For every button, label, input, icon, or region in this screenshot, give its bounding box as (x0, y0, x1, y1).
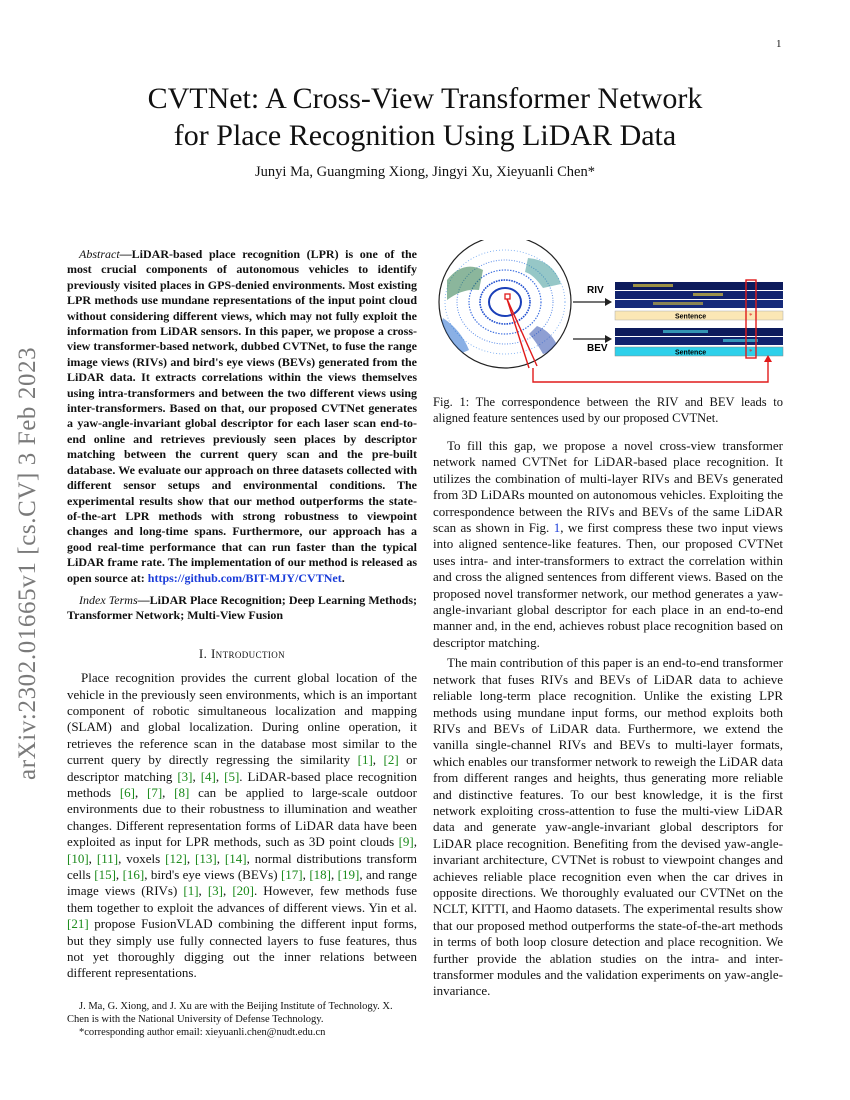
index-terms (67, 593, 417, 624)
affiliation-footnote: J. Ma, G. Xiong, and J. Xu are with the Beijing Institute of Technology. X. Chen is with the National University of Defense Technology. (67, 1001, 393, 1026)
index-terms-text: —LiDAR Place Recognition; Deep Learning Methods; Transformer Network; Multi-View Fusion (67, 592, 417, 623)
citation[interactable]: [7] (146, 785, 163, 800)
svg-text:*: * (749, 312, 753, 320)
body-paragraph: The main contribution of this paper is an end-to-end transformer network that fuses RIVs and BEVs of LiDAR data to achieve reliable long-term place recognition. Unlike the existing LPR methods using mundane input forms, our method exploits both RIVs and BEVs of LiDAR data. Furthermore, we extend the vanilla single-channel RIVs and BEVs to multi-layer formats, which enables our transformer network to reweigh the LiDAR data from different ranges and heights, thus generating more reliable and distinctive features. To our best knowledge, it is the first network exploiting cross-attention to fuse the multi-view LiDAR data and generate yaw-angle-invariant global descriptors for LiDAR place recognition. Benefiting from the devised yaw-angle-invariant architecture, CVTNet is robust to viewpoint changes and achieves reliable place recognition even when the car drives in opposite directions. We thoroughly evaluated our CVTNet on the NCLT, KITTI, and Haomo datasets. The experimental results show that our proposed method outperforms the state-of-the-art methods in terms of both loop closure detection and place recognition. We further provide the ablation studies on the intra- and inter-transformer modules and the validation experiments on yaw-angle-invariance. (433, 655, 783, 999)
bev-sentence-label: Sentence (675, 349, 707, 357)
title-line-2: for Place Recognition Using LiDAR Data (173, 119, 677, 152)
citation[interactable]: [3] (207, 883, 224, 899)
arxiv-stamp: arXiv:2302.01665v1 [cs.CV] 3 Feb 2023 (14, 346, 41, 780)
citation[interactable]: [15] (94, 867, 116, 883)
citation[interactable]: [6] (119, 785, 135, 800)
figure-caption: Fig. 1: The correspondence between the RIV and BEV leads to aligned feature sentences used by our proposed CVTNet. (433, 395, 783, 425)
citation[interactable]: [18] (309, 867, 331, 883)
citation[interactable]: [5] (224, 768, 240, 784)
abstract (67, 247, 417, 586)
corresponding-author-footnote: *corresponding author email: xieyuanli.chen@nudt.edu.cn (79, 1027, 326, 1039)
riv-sentence-label: Sentence (675, 313, 707, 321)
riv-image-stack (615, 282, 783, 308)
right-column (433, 438, 783, 1004)
citation[interactable]: [14] (224, 850, 247, 866)
code-link[interactable]: https://github.com/BIT-MJY/CVTNet (147, 570, 342, 585)
intro-paragraph: Place recognition provides the current global location of the vehicle in the previously seen environments, which is an important component of robotic simultaneous localization and mapping (SLAM) and global localization. During online operation, it retrieves the reference scan in the database most similar to the current query by directly regressing the similarity [1], [2] or descriptor matching [3], [4], [5]. LiDAR-based place recognition methods [6], [7], [8] can be applied to large-scale outdoor environments due to their robustness to illumination and weather changes. Different representation forms of LiDAR data have been exploited as input for LPR methods, such as 3D point clouds [9], [10], [11], voxels [12], [13], [14], normal distributions transform cells [15], [16], bird's eye views (BEVs) [17], [18], [19], and range image views (RIVs) [1], [3], [20]. However, few methods fuse them together to exploit the advances of different views. Yin et al. [21] propose FusionVLAD combining the different input forms, but they simply use fully connected layers to fuse features, thus not yet thoroughly digging out the inner relations between different representations. (67, 670, 418, 981)
page-number: 1 (776, 38, 782, 50)
riv-label: RIV (587, 285, 604, 296)
section-heading (67, 646, 417, 662)
abstract-end: . (341, 570, 345, 585)
abstract-text: —LiDAR-based place recognition (LPR) is one of the most crucial components of autonomous vehicles to identify previously visited places in GPS-denied environments. Most existing LPR methods use mundane representations of the input point cloud without considering different views, which may not fully exploit the information from LiDAR sensors. In this paper, we propose a cross-view transformer-based network, dubbed CVTNet, to fuse the range image views (RIVs) and bird's eye views (BEVs) generated from the LiDAR data. It extracts correlations within the views themselves using intra-transformers and between the two different views using inter-transformers. Based on that, our proposed CVTNet generates a yaw-angle-invariant global descriptor for each laser scan end-to-end online and retrieves previously seen places by descriptor matching between the current query scan and the pre-built database. We evaluate our approach on three datasets collected with different sensor setups and environmental conditions. The experimental results show that our method outperforms the state-of-the-art LPR methods with strong robustness to viewpoint changes and long-time spans. Furthermore, our approach has a good real-time performance that can run faster than the typical LiDAR frame rate. The implementation of our method is released as open source at: (67, 247, 417, 585)
author-list: Junyi Ma, Guangming Xiong, Jingyi Xu, Xieyuanli Chen* (255, 164, 595, 180)
section-number: I. (198, 645, 211, 661)
paper-title (60, 80, 790, 154)
citation[interactable]: [1] (357, 752, 373, 768)
citation[interactable]: [19] (337, 867, 360, 883)
citation[interactable]: [21] (67, 916, 89, 932)
citation[interactable]: [16] (122, 867, 145, 883)
bev-image-stack (615, 328, 783, 345)
citation[interactable]: [12] (165, 850, 187, 866)
abstract-label: Abstract (79, 247, 120, 261)
section-name: Introduction (210, 645, 286, 661)
figure-1 (433, 240, 788, 390)
citation[interactable]: [4] (200, 768, 216, 784)
bev-label: BEV (587, 343, 608, 354)
citation[interactable]: [9] (398, 834, 414, 850)
index-terms-label: Index Terms (79, 592, 138, 607)
footnotes (67, 1000, 417, 1040)
svg-text:*: * (749, 348, 753, 356)
figure-reference[interactable]: 1 (553, 520, 561, 536)
citation[interactable]: [20] (232, 883, 254, 899)
citation[interactable]: [13] (195, 850, 217, 866)
figure-1-graphic (433, 240, 788, 390)
citation[interactable]: [3] (177, 768, 193, 784)
left-column (67, 247, 417, 986)
title-line-1: CVTNet: A Cross-View Transformer Network (147, 82, 703, 115)
correspondence-arrow (533, 358, 768, 382)
citation[interactable]: [2] (383, 752, 399, 768)
citation[interactable]: [10] (67, 850, 89, 866)
citation[interactable]: [17] (280, 867, 303, 883)
citation[interactable]: [11] (96, 850, 119, 866)
citation[interactable]: [1] (183, 883, 199, 899)
body-paragraph: To fill this gap, we propose a novel cross-view transformer network named CVTNet for LiDAR-based place recognition. It utilizes the combination of multi-layer RIVs and BEVs generated from 3D LiDARs mounted on autonomous vehicles. Exploiting the correspondence between the RIVs and BEVs of the same LiDAR scan as shown in Fig. 1, we first compress these two input views into aligned sentence-like features. Then, our proposed CVTNet uses intra- and inter-transformers to extract the correlation within and cross the aligned sentences from different views. Based on the proposed novel transformer network, our method generates a yaw-angle-invariant global descriptor for each place in an end-to-end manner and, in the end, achieves robust place recognition based on descriptor matching. (433, 438, 783, 650)
citation[interactable]: [8] (174, 785, 190, 800)
